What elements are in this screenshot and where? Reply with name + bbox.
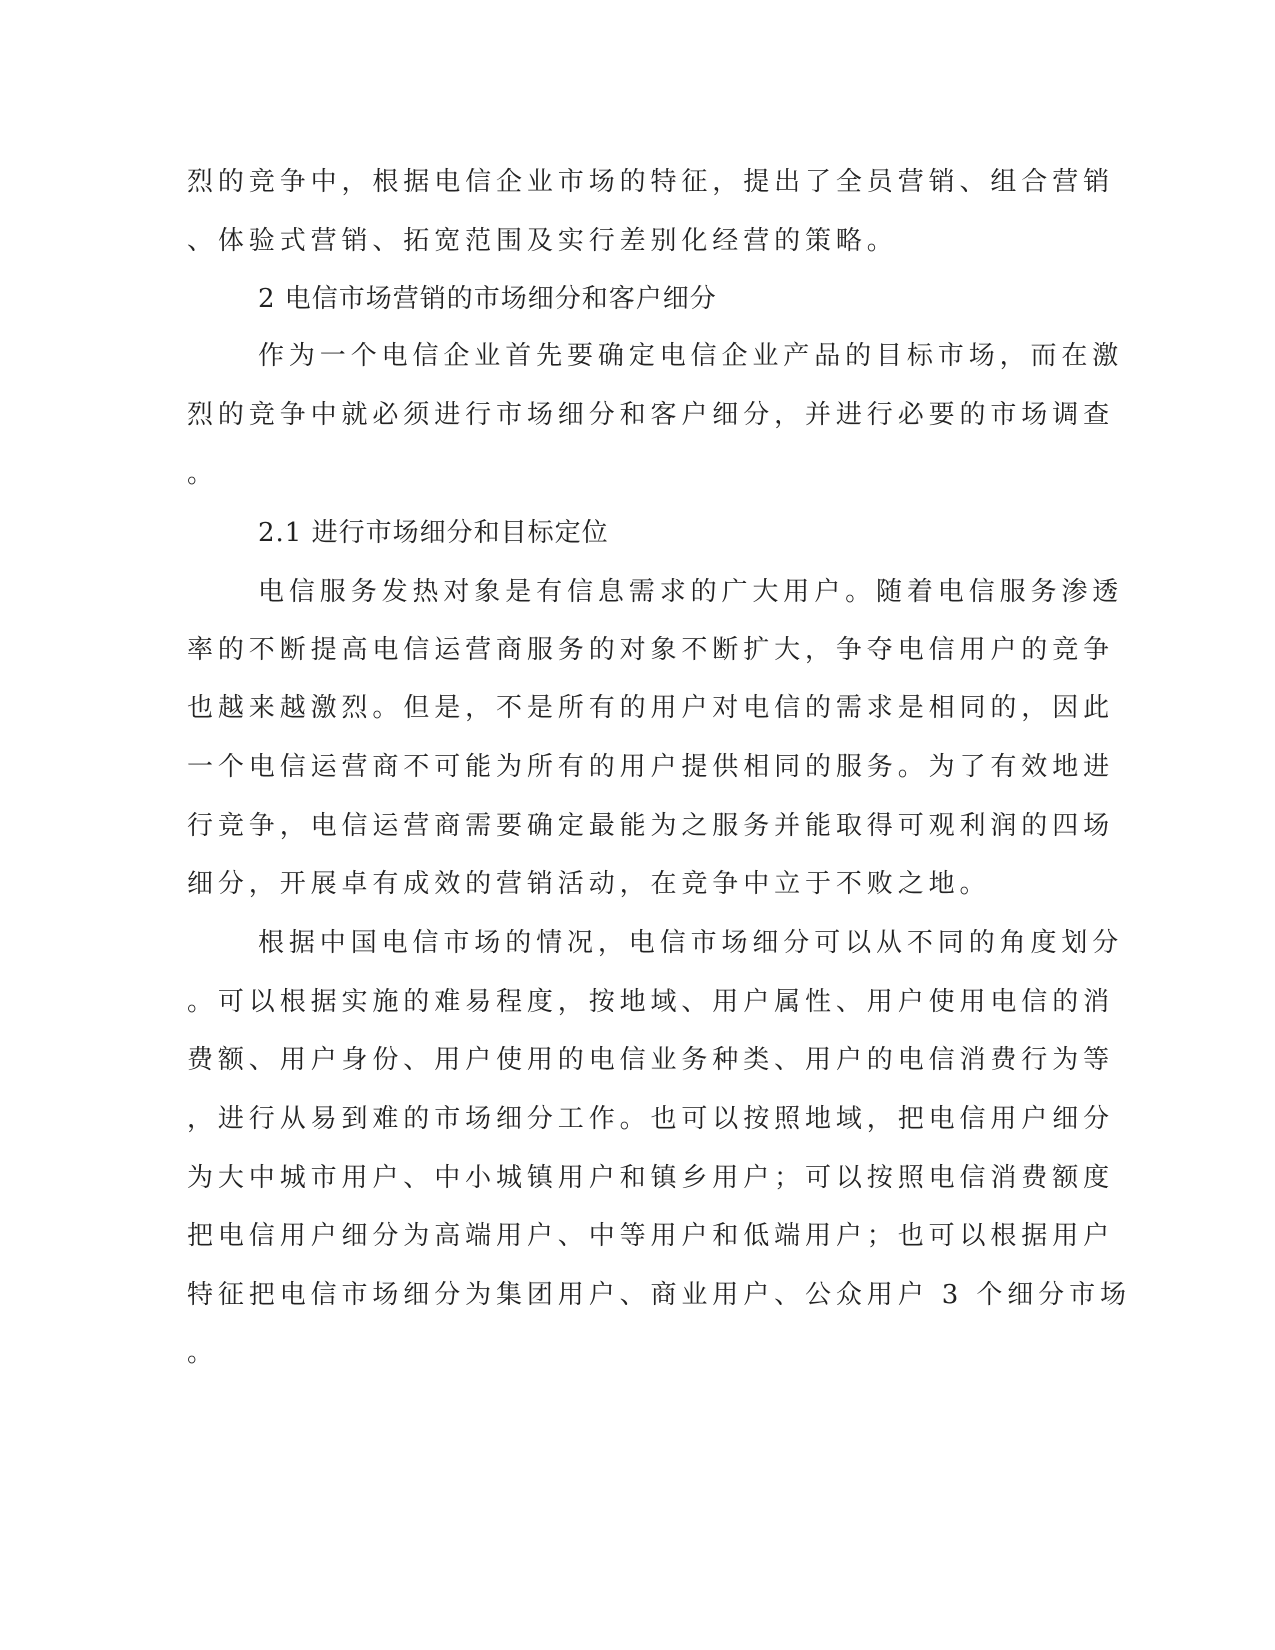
subsection-heading: 2.1 进行市场细分和目标定位 [258,518,609,548]
text-line: 费额、用户身份、用户使用的电信业务种类、用户的电信消费行为等 [187,1045,1115,1075]
text-line: 。 [187,459,218,489]
text-line: 烈的竞争中就必须进行市场细分和客户细分，并进行必要的市场调查 [187,400,1115,430]
text-line: 。可以根据实施的难易程度，按地域、用户属性、用户使用电信的消 [187,987,1115,1017]
text-line: 。 [187,1338,218,1368]
text-line: 、体验式营销、拓宽范围及实行差别化经营的策略。 [187,226,898,256]
text-line: 细分，开展卓有成效的营销活动，在竞争中立于不败之地。 [187,869,991,899]
section-heading: 2 电信市场营销的市场细分和客户细分 [258,284,717,314]
text-line: 电信服务发热对象是有信息需求的广大用户。随着电信服务渗透 [258,577,1124,607]
text-line: ，进行从易到难的市场细分工作。也可以按照地域，把电信用户细分 [187,1104,1115,1134]
text-line: 率的不断提高电信运营商服务的对象不断扩大，争夺电信用户的竞争 [187,635,1115,665]
text-line: 行竞争，电信运营商需要确定最能为之服务并能取得可观利润的四场 [187,811,1115,841]
text-line: 作为一个电信企业首先要确定电信企业产品的目标市场，而在激 [258,341,1124,371]
text-line: 一个电信运营商不可能为所有的用户提供相同的服务。为了有效地进 [187,752,1115,782]
text-line: 把电信用户细分为高端用户、中等用户和低端用户；也可以根据用户 [187,1221,1115,1251]
text-line: 烈的竞争中，根据电信企业市场的特征，提出了全员营销、组合营销 [187,167,1115,197]
text-line: 根据中国电信市场的情况，电信市场细分可以从不同的角度划分 [258,928,1124,958]
text-line: 为大中城市用户、中小城镇用户和镇乡用户；可以按照电信消费额度 [187,1163,1115,1193]
text-line: 特征把电信市场细分为集团用户、商业用户、公众用户 3 个细分市场 [187,1280,1131,1310]
text-line: 也越来越激烈。但是，不是所有的用户对电信的需求是相同的，因此 [187,693,1115,723]
